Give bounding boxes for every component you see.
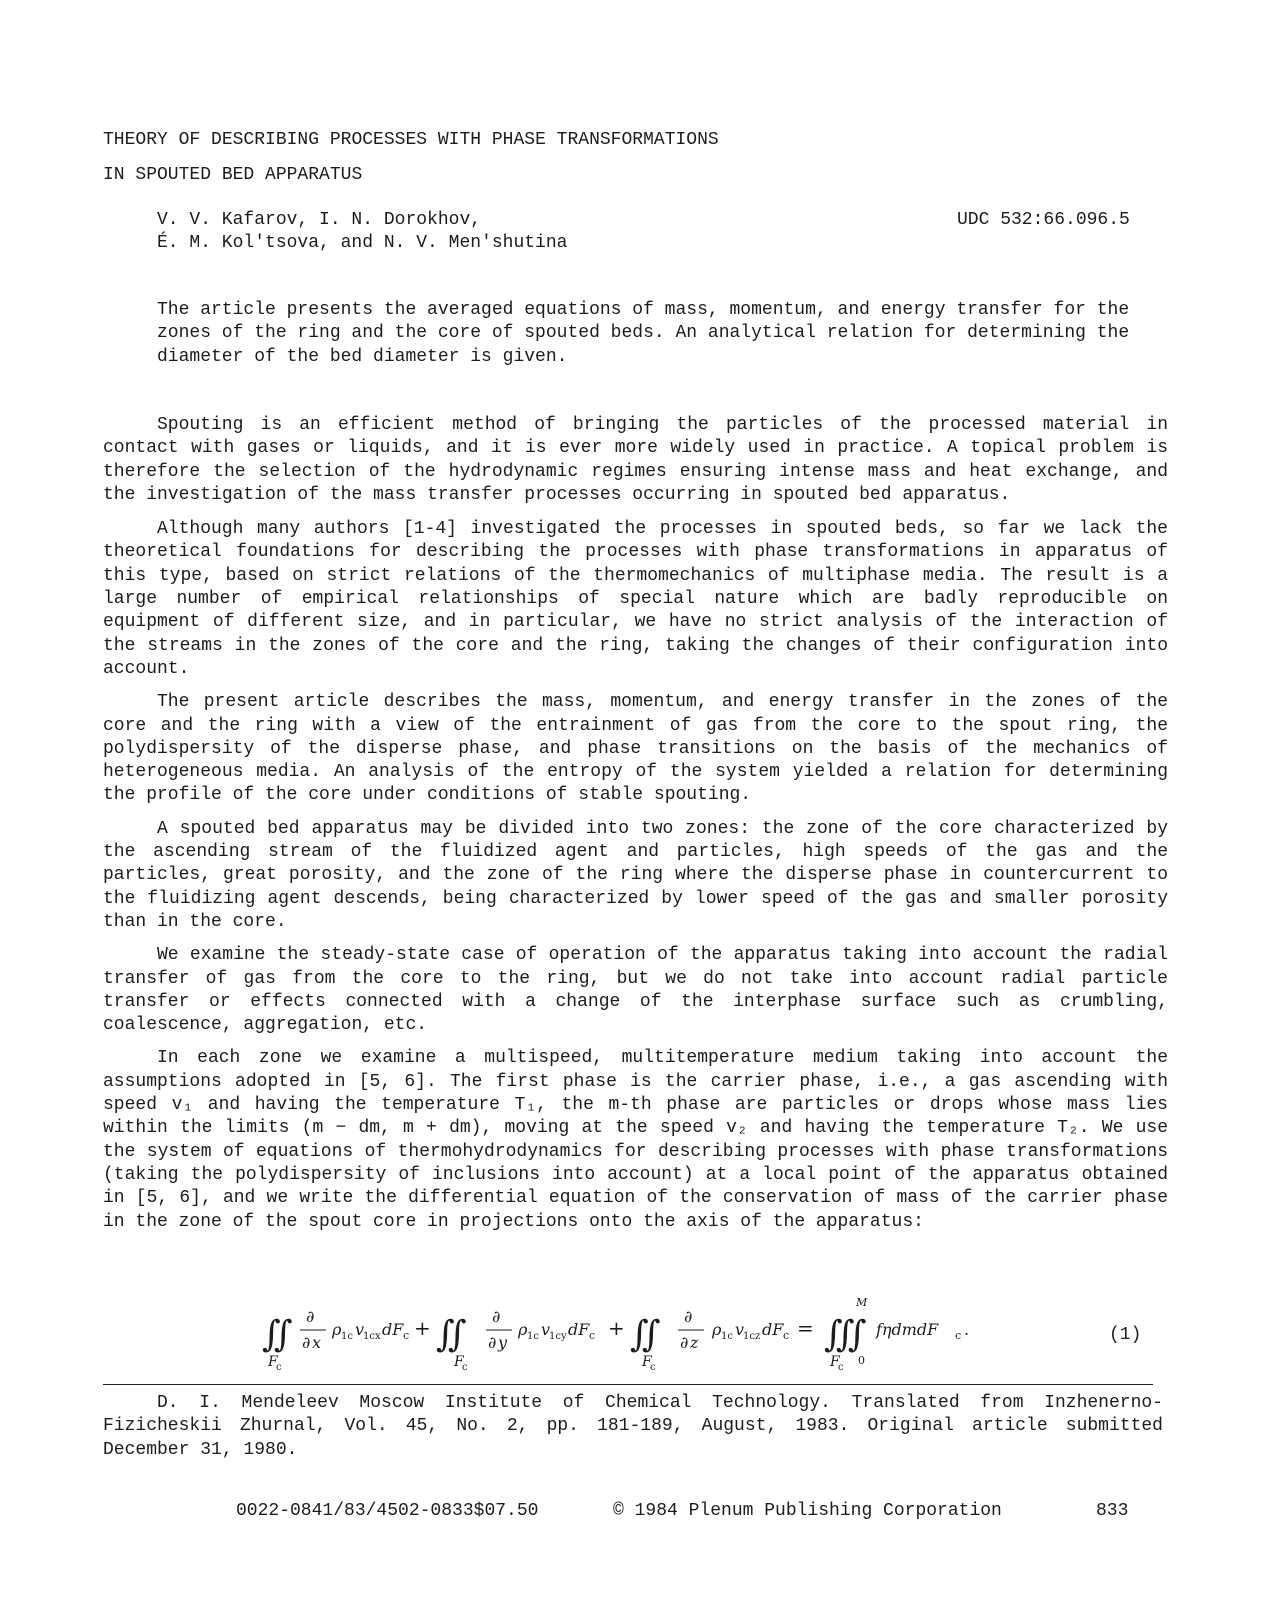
density-symbol: ρ [332,1320,342,1339]
integral-sign: ∬ [630,1314,661,1355]
area-differential: dF [568,1320,590,1339]
domain-sublabel: c [462,1362,468,1372]
domain-sublabel: c [650,1362,656,1372]
velocity-subscript: 1cx [363,1331,381,1342]
velocity-symbol: v [541,1320,551,1339]
plus-sign: + [414,1316,431,1340]
domain-label: F [454,1354,464,1370]
paragraph-5: We examine the steady-state case of operation of the apparatus taking into account the radial transfer of gas from the core to the ring, but we do not take into account radial particle transfer or effects connected with a change of the interphase surface such as crumbling, coalescence, aggregation, etc. [103,945,1168,1036]
derivative-variable: x [312,1333,322,1352]
partial-symbol: ∂ [492,1307,501,1326]
plus-sign: + [608,1316,625,1340]
domain-label: F [642,1354,652,1370]
paragraph-6: In each zone we examine a multispeed, multitemperature medium taking into account the assumptions adopted in [5, 6]. The first phase is the carrier phase, i.e., a gas ascending with speed v₁ and having the temperature T₁, the m-th phase are particles or drops whose mass lies within the limits (m − dm, m + dm), moving at the speed v₂ and having the temperature T₂. We use the system of equations of thermohydrodynamics for describing processes with phase transformations (taking the polydispersity of inclusions into account) at a local point of the apparatus obtained in [5, 6], and we write the differential equation of the conservation of mass of the carrier phase in the zone of the spout core in projections onto the axis of the apparatus: [103,1048,1168,1232]
area-differential: dF [762,1320,784,1339]
integral-sign: ∭ [824,1314,867,1355]
equals-sign: = [797,1316,814,1340]
equation-1 [262,1294,982,1372]
velocity-symbol: v [355,1320,365,1339]
area-differential: dF [382,1320,404,1339]
rhs-integrand: fηdmdF [876,1320,939,1339]
issn-code: 0022-0841/83/4502-0833$07.50 [236,1501,539,1521]
area-subscript: c [783,1329,790,1342]
velocity-symbol: v [735,1320,745,1339]
paragraph-2: Although many authors [1-4] investigated the processes in spouted beds, so far we lack the theoretical foundations for describing the processes with phase transformations in apparatus of this type, based on strict relations of the thermomechanics of multiphase media. The result is a large number of empirical relationships of special nature which are badly reproducible on equipment of different size, and in particular, we have no strict analysis of the interaction of the streams in the zones of the core and the ring, taking the changes of their configuration into account. [103,519,1168,679]
integral-sign: ∬ [436,1314,467,1355]
density-symbol: ρ [712,1320,722,1339]
period-mark: . [964,1320,970,1339]
lower-limit: 0 [858,1354,865,1367]
abstract [157,299,1157,369]
density-symbol: ρ [518,1320,528,1339]
authors-line-2: É. M. Kol'tsova, and N. V. Men'shutina [157,233,568,254]
velocity-subscript: 1cy [549,1331,567,1342]
article-body [103,414,1168,1244]
page-number: 833 [1096,1501,1129,1521]
footnote-rule [103,1384,1153,1385]
derivative-variable: z [690,1333,699,1352]
authors [157,209,857,256]
partial-symbol: ∂ [684,1307,693,1326]
partial-symbol: ∂ [302,1333,311,1352]
density-subscript: 1c [527,1331,539,1342]
equation-number: (1) [1109,1325,1142,1345]
equation-1-svg [262,1294,982,1372]
domain-label: F [268,1354,278,1370]
partial-symbol: ∂ [488,1333,497,1352]
partial-symbol: ∂ [306,1307,315,1326]
paragraph-1: Spouting is an efficient method of bringing the particles of the processed material in contact with gases or liquids, and it is ever more widely used in practice. A topical problem is therefore the selection of the hydrodynamic regimes ensuring intense mass and heat exchange, and the investigation of the mass transfer processes occurring in spouted bed apparatus. [103,415,1168,505]
paragraph-3: The present article describes the mass, momentum, and energy transfer in the zones of the core and the ring with a view of the entrainment of gas from the core to the spout ring, the polydispersity of the disperse phase, and phase transitions on the basis of the mechanics of heterogeneous media. An analysis of the entropy of the system yielded a relation for determining the profile of the core under conditions of stable spouting. [103,692,1168,806]
density-subscript: 1c [341,1331,353,1342]
title-line-1: THEORY OF DESCRIBING PROCESSES WITH PHASE TRANSFORMATIONS [103,130,719,150]
upper-limit: M [856,1296,868,1309]
abstract-text: The article presents the averaged equations of mass, momentum, and energy transfer for the zones of the ring and the core of spouted beds. An analytical relation for determining the diameter of the bed diameter is given. [157,300,1130,367]
title-line-2: IN SPOUTED BED APPARATUS [103,165,363,185]
authors-line-1: V. V. Kafarov, I. N. Dorokhov, [157,210,482,230]
area-subscript: c [955,1329,962,1342]
copyright: © 1984 Plenum Publishing Corporation [613,1501,1002,1521]
domain-label: F [830,1354,840,1370]
domain-sublabel: c [838,1362,844,1372]
density-subscript: 1c [721,1331,733,1342]
integral-sign: ∬ [262,1314,293,1355]
article-title [103,129,1003,199]
area-subscript: c [403,1329,410,1342]
udc-code: UDC 532:66.096.5 [957,210,1130,230]
partial-symbol: ∂ [680,1333,689,1352]
velocity-subscript: 1cz [743,1331,761,1342]
area-subscript: c [589,1329,596,1342]
footnote: D. I. Mendeleev Moscow Institute of Chemical Technology. Translated from Inzhenerno-Fizicheskii Zhurnal, Vol. 45, No. 2, pp. 181-189, August, 1983. Original article submitted December 31, 1980. [103,1393,1163,1460]
domain-sublabel: c [276,1362,282,1372]
paragraph-4: A spouted bed apparatus may be divided into two zones: the zone of the core characterized by the ascending stream of the fluidized agent and particles, high speeds of the gas and the particles, great porosity, and the zone of the ring where the disperse phase in countercurrent to the fluidizing agent descends, being characterized by lower speed of the gas and smaller porosity than in the core. [103,818,1168,932]
derivative-variable: y [498,1333,508,1352]
